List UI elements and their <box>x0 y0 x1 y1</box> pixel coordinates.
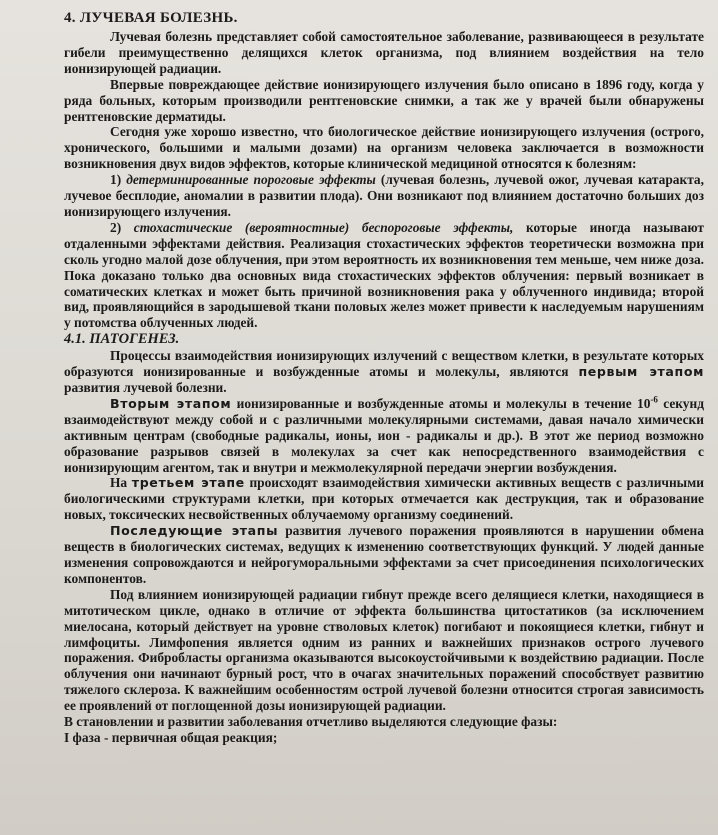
third-stage-text: На <box>110 475 128 491</box>
paragraph-first-stage <box>64 348 704 396</box>
second-stage-text: ионизированные и возбужденные атомы и молекулы в течение 10 <box>236 395 651 411</box>
paragraph-third-stage <box>64 475 704 523</box>
paragraph-effects-intro: Сегодня уже хорошо известно, что биологическое действие ионизирующего излучения (острого, хронического, большими и малыми дозами) на организм человека заключается в возможности возникновения двух видов эффектов, которые клинической медициной относятся к болезням: <box>64 124 704 172</box>
list-number-1: 1) <box>110 172 122 188</box>
paragraph-definition: Лучевая болезнь представляет собой самостоятельное заболевание, развивающееся в результате гибели преимущественно делящихся клеток организма, под влиянием воздействия на тело ионизирующей радиации. <box>64 29 704 76</box>
third-stage-text-end: происходят взаимодействия химически активных веществ с различными биологическими структурами клетки, при которых отмечается как деструкция, так и образование новых, токсических несвойственных облучаемому организму соединений. <box>64 475 704 523</box>
paragraph-stochastic <box>64 220 704 331</box>
stochastic-term: стохастические (вероятностные) беспороговые эффекты, <box>133 219 514 235</box>
stochastic-text: которые иногда называют отдаленными эффектами действия. Реализация стохастических эффектов теоретически возможна при сколь угодно малой дозе облучения, при этом вероятность их возникновения тем меньше, чем ниже доза. Пока доказано только два основных вида стохастических эффектов облучения: первый возникает в соматических клетках и может быть причиной возникновения рака у облученного индивида; второй вид, проявляющийся в зародышевой ткани половых желез может привести к наследуемым нарушениям у потомства облученных людей. <box>64 219 704 331</box>
paragraph-phases-intro: В становлении и развитии заболевания отчетливо выделяются следующие фазы: <box>64 714 558 730</box>
list-number-2: 2) <box>110 219 122 235</box>
deterministic-text: (лучевая болезнь, лучевой ожог, лучевая катаракта, лучевое бесплодие, аномалии в развитии плода). Они возникают под влиянием достаточно больших доз ионизирующего излучения. <box>64 172 704 219</box>
paragraph-history: Впервые повреждающее действие ионизирующего излучения было описано в 1896 году, когда у ряда больных, которым производили рентгеновские снимки, а так же у врачей были обнаружены рентгеновские дерматиды. <box>64 76 704 124</box>
exponent: -6 <box>650 394 658 405</box>
subsequent-stages-term: Последующие этапы <box>110 523 279 539</box>
paragraph-subsequent-stages <box>64 523 704 587</box>
section-title-pathogenesis: 4.1. ПАТОГЕНЕЗ. <box>64 331 180 348</box>
subsequent-stages-text: развития лучевого поражения проявляются в нарушении обмена веществ в биологических системах, ведущих к изменению соответствующих функций. У людей данные изменения сопровождаются и нейрогуморальными эффектами за счет присоединения психологических компонентов. <box>64 523 704 586</box>
paragraph-phase-1: I фаза - первичная общая реакция; <box>64 729 278 745</box>
chapter-title: 4. ЛУЧЕВАЯ БОЛЕЗНЬ. <box>64 10 238 26</box>
second-stage-term: Вторым этапом <box>110 395 232 411</box>
first-stage-text-end: развития лучевой болезни. <box>64 380 227 396</box>
deterministic-term: детерминированные пороговые эффекты <box>126 172 376 188</box>
first-stage-text: Процессы взаимодействия ионизирующих излучений с веществом клетки, в результате которых образуются ионизированные и возбужденные атомы и молекулы, являются <box>64 348 704 380</box>
paragraph-deterministic <box>64 172 704 220</box>
first-stage-term: первым этапом <box>578 364 704 380</box>
second-stage-text-end: секунд взаимодействуют между собой и с различными молекулярными системами, давая начало химически активным центрам (свободные радикалы, ионы, ион - радикалы и др.). В этот же период возможно образование разрывов связей в молекулах за счет как непосредственного взаимодействия с ионизирующим агентом, так и внутри и межмолекулярной передачи энергии возбуждения. <box>64 395 704 475</box>
paragraph-second-stage <box>64 396 704 476</box>
paragraph-radiation-effects: Под влиянием ионизирующей радиации гибнут прежде всего делящиеся клетки, находящиеся в митотическом цикле, однако в отличие от эффекта большинства цитостатиков (за исключением миелосана, который действует на уровне стволовых клеток) погибают и покоящиеся клетки, гибнут и лимфоциты. Лимфопения является одним из ранних и важнейших признаков острого лучевого поражения. Фибробласты организма оказываются высокоустойчивыми к воздействию радиации. После облучения они начинают бурный рост, что в очагах значительных поражений способствует развитию тяжелого склероза. К важнейшим особенностям острой лучевой болезни относится строгая зависимость ее проявлений от поглощенной дозы ионизирующей радиации. <box>64 586 704 714</box>
third-stage-term: третьем этапе <box>131 475 245 491</box>
